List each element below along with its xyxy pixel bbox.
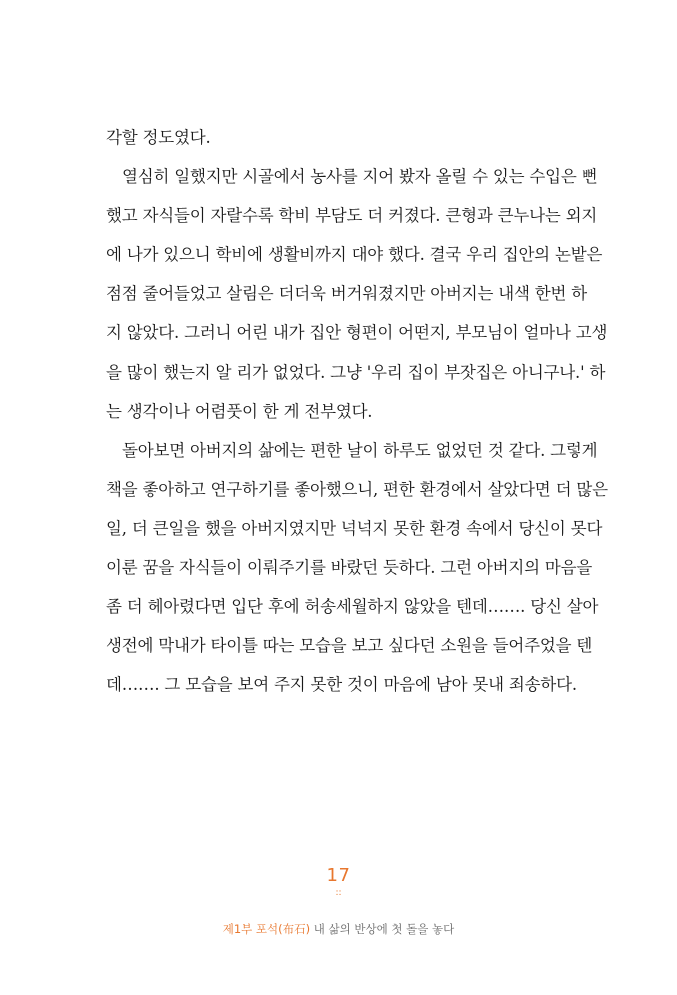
text-line: 생전에 막내가 타이틀 따는 모습을 보고 싶다던 소원을 들어주었을 텐 bbox=[106, 636, 593, 656]
page-number: 17 bbox=[326, 865, 351, 886]
text-line: 에 나가 있으니 학비에 생활비까지 대야 했다. 결국 우리 집안의 논밭은 bbox=[106, 245, 603, 265]
text-line: 각할 정도였다. bbox=[106, 128, 211, 147]
text-line: 는 생각이나 어렴풋이 한 게 전부였다. bbox=[106, 401, 373, 421]
text-line: 일, 더 큰일을 했을 아버지였지만 넉넉지 못한 환경 속에서 당신이 못다 bbox=[106, 518, 603, 538]
text-line: 책을 좋아하고 연구하기를 좋아했으니, 편한 환경에서 살았다면 더 많은 bbox=[106, 479, 608, 499]
text-line: 좀 더 헤아렸다면 입단 후에 허송세월하지 않았을 텐데……. 당신 살아 bbox=[106, 597, 599, 617]
chapter-title: 내 삶의 반상에 첫 돌을 놓다 bbox=[313, 922, 455, 936]
text-line: 지 않았다. 그러니 어린 내가 집안 형편이 어떤지, 부모님이 얼마나 고생 bbox=[106, 323, 608, 343]
text-line: 점점 줄어들었고 살림은 더더욱 버거워졌지만 아버지는 내색 한번 하 bbox=[106, 284, 588, 304]
running-head bbox=[0, 921, 677, 937]
text-line: 열심히 일했지만 시골에서 농사를 지어 봤자 올릴 수 있는 수입은 뻔 bbox=[122, 167, 598, 187]
page-number-ornament: :: bbox=[335, 888, 342, 898]
text-line: 돌아보면 아버지의 삶에는 편한 날이 하루도 없었던 것 같다. 그렇게 bbox=[122, 440, 598, 460]
text-line: 을 많이 했는지 알 리가 없었다. 그냥 '우리 집이 부잣집은 아니구나.' 하 bbox=[106, 362, 606, 382]
text-line: 데……. 그 모습을 보여 주지 못한 것이 마음에 남아 못내 죄송하다. bbox=[106, 675, 577, 695]
text-line: 했고 자식들이 자랄수록 학비 부담도 더 커졌다. 큰형과 큰누나는 외지 bbox=[106, 206, 598, 226]
body-text bbox=[106, 118, 608, 704]
text-line: 이룬 꿈을 자식들이 이뤄주기를 바랐던 듯하다. 그런 아버지의 마음을 bbox=[106, 558, 593, 578]
part-label: 제1부 포석(布石) bbox=[222, 922, 311, 936]
